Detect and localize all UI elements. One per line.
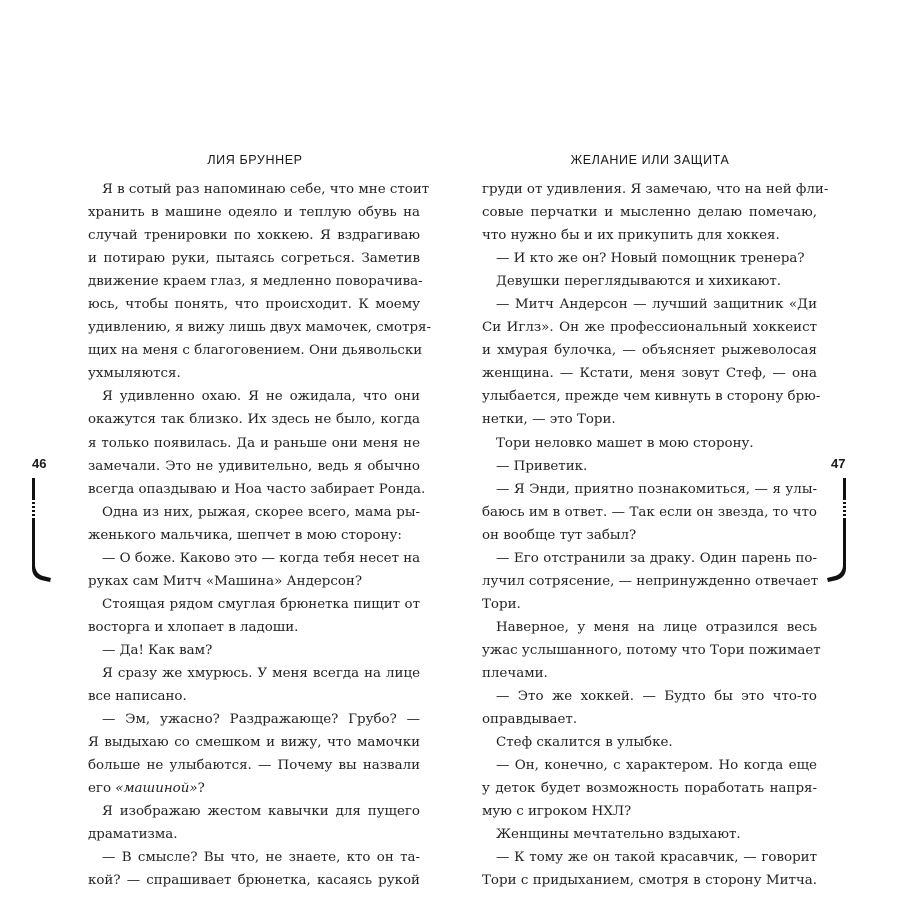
text-line: лучил сотрясение, — непринужденно отвечает <box>482 573 819 589</box>
text-line: ухмыляются. <box>88 366 181 382</box>
text-line: Наверное, у меня на лице отразился весь <box>496 619 817 635</box>
right-page-text <box>482 178 829 892</box>
text-line: Си Иглз». Он же профессиональный хоккеист <box>482 320 817 336</box>
text-line: Я удивленно охаю. Я не ожидала, что они <box>102 389 420 405</box>
text-line: руках сам Митч «Машина» Андерсон? <box>88 573 363 589</box>
text-line: женщина. — Кстати, меня зовут Стеф, — она <box>482 366 817 382</box>
right-page <box>450 0 900 900</box>
text-line: — В смысле? Вы что, не знаете, кто он та- <box>102 850 420 866</box>
text-line: — Эм, ужасно? Раздражающе? Грубо? — <box>102 712 420 728</box>
text-line: улыбается, прежде чем кивнуть в сторону брю- <box>482 389 821 405</box>
text-line: — Митч Андерсон — лучший защитник «Ди <box>496 297 817 313</box>
text-line: — Да! Как вам? <box>102 642 213 658</box>
text-line: его «машиной»? <box>88 781 205 797</box>
text-line: Я изображаю жестом кавычки для пущего <box>102 804 420 820</box>
text-line: Тори неловко машет в мою сторону. <box>496 435 754 451</box>
text-line: он вообще тут забыл? <box>482 527 637 543</box>
text-line: замечали. Это не удивительно, ведь я обычно <box>88 458 420 474</box>
running-head-title: ЖЕЛАНИЕ ИЛИ ЗАЩИТА <box>570 153 730 167</box>
text-line: оправдывает. <box>482 712 578 728</box>
text-line: женького мальчика, шепчет в мою сторону: <box>88 527 402 543</box>
text-line: больше не улыбаются. — Почему вы назвали <box>88 758 420 774</box>
text-line: я только появилась. Да и раньше они меня не <box>88 435 420 451</box>
text-line: — Это же хоккей. — Будто бы это что-то <box>496 689 817 705</box>
text-line: всегда опаздываю и Ноа часто забирает Ронда. <box>88 481 426 497</box>
text-line: Одна из них, рыжая, скорее всего, мама ры- <box>102 504 420 520</box>
text-line: случай тренировки по хоккею. Я вздрагиваю <box>88 228 420 244</box>
hockey-stick-icon <box>825 478 847 582</box>
text-line: нетки, — это Тори. <box>482 412 616 428</box>
running-head-author: ЛИЯ БРУННЕР <box>207 153 303 167</box>
text-line: — К тому же он такой красавчик, — говорит <box>496 850 817 866</box>
text-line: ужас услышанного, потому что Тори пожимает <box>482 642 821 658</box>
text-line: и хмурая булочка, — объясняет рыжеволосая <box>482 343 817 359</box>
text-line: Стеф скалится в улыбке. <box>496 735 673 751</box>
text-line: щих на меня с благоговением. Они дьявольски <box>88 343 423 359</box>
page-number-left: 46 <box>32 456 47 471</box>
text-line: совые перчатки и мысленно делаю помечаю, <box>482 205 817 221</box>
page-number-right: 47 <box>831 456 846 471</box>
text-line: Тори. <box>482 596 521 612</box>
text-line: Я в сотый раз напоминаю себе, что мне стоит <box>102 182 430 197</box>
text-line: Стоящая рядом смуглая брюнетка пищит от <box>102 596 420 612</box>
text-line: юсь, чтобы понять, что происходит. К моему <box>88 297 420 313</box>
text-line: Я выдыхаю со смешком и вижу, что мамочки <box>88 735 420 751</box>
text-line: у деток будет возможность поработать напря- <box>482 781 817 797</box>
text-line: кой? — спрашивает брюнетка, касаясь рукой <box>88 873 420 889</box>
text-line: и потираю руки, пытаясь согреться. Заметив <box>88 251 420 267</box>
text-line: плечами. <box>482 665 548 681</box>
text-line: — Он, конечно, с характером. Но когда еще <box>496 758 817 774</box>
text-line: движение краем глаз, я медленно поворачива- <box>88 274 423 290</box>
text-line: — О боже. Каково это — когда тебя несет на <box>102 550 421 566</box>
text-line: — Его отстранили за драку. Один парень по- <box>496 550 817 566</box>
text-line: груди от удивления. Я замечаю, что на ней фли- <box>482 182 829 197</box>
text-line: все написано. <box>88 689 187 705</box>
text-line: окажутся так близко. Их здесь не было, когда <box>88 412 420 428</box>
text-line: — Я Энди, приятно познакомиться, — я улы- <box>496 481 817 497</box>
text-line: Я сразу же хмурюсь. У меня всегда на лице <box>102 665 420 681</box>
text-line: баюсь им в ответ. — Так если он звезда, то что <box>482 504 817 520</box>
text-line: мую с игроком НХЛ? <box>482 804 632 820</box>
hockey-stick-icon <box>31 478 53 582</box>
text-line: удивлению, я вижу лишь двух мамочек, смотря- <box>88 320 432 336</box>
text-line: Тори с придыханием, смотря в сторону Митча. <box>482 873 817 889</box>
text-line: хранить в машине одеяло и теплую обувь на <box>88 205 420 221</box>
text-line: Женщины мечтательно вздыхают. <box>496 827 741 843</box>
text-line: — И кто же он? Новый помощник тренера? <box>496 251 805 267</box>
text-line: Девушки переглядываются и хихикают. <box>496 274 782 290</box>
text-line: драматизма. <box>88 827 178 843</box>
left-page-text <box>88 178 432 892</box>
text-line: что нужно бы и их прикупить для хоккея. <box>482 228 780 244</box>
text-line: — Приветик. <box>496 458 588 474</box>
text-line: восторга и хлопает в ладоши. <box>88 619 299 635</box>
